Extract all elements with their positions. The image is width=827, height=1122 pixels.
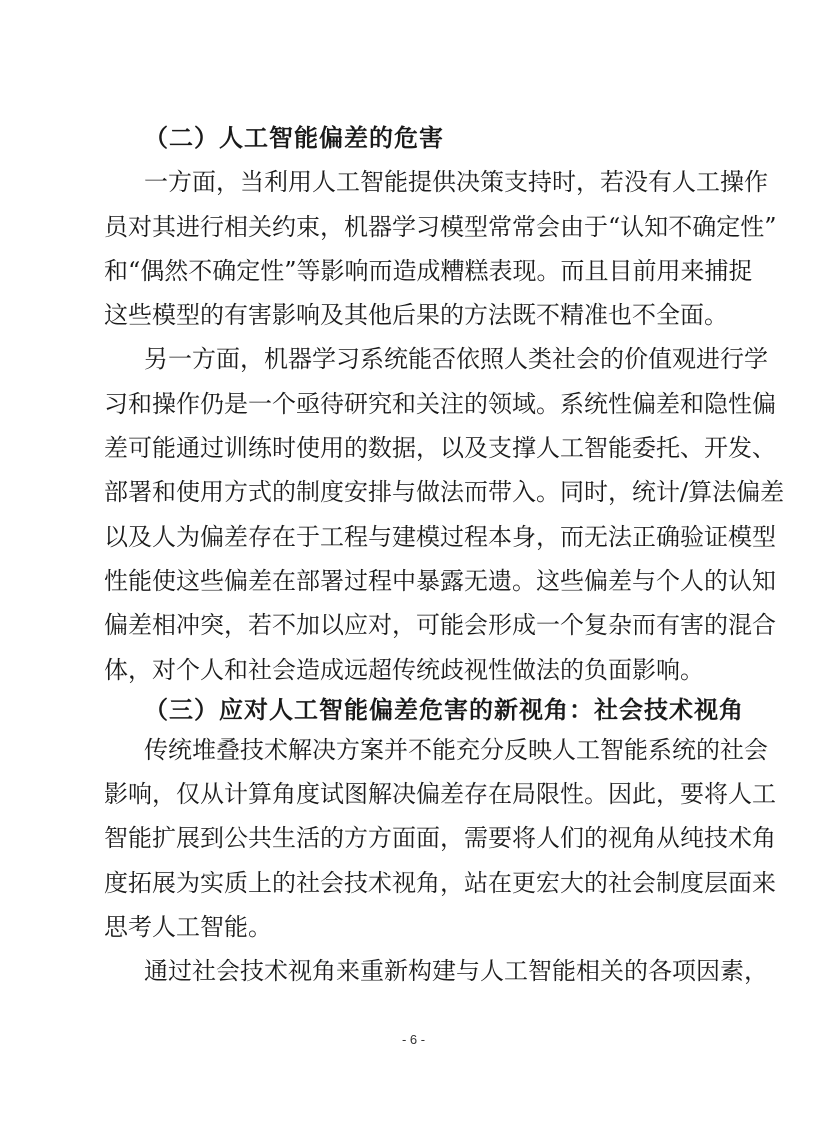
text-line: 差可能通过训练时使用的数据，以及支撑人工智能委托、开发、 <box>104 434 776 463</box>
paragraph-4 <box>104 949 768 993</box>
text-line: 影响，仅从计算角度试图解决偏差存在局限性。因此，要将人工 <box>104 780 776 809</box>
text-line: 另一方面，机器学习系统能否依照人类社会的价值观进行学 <box>144 345 768 374</box>
text-line: 通过社会技术视角来重新构建与人工智能相关的各项因素， <box>144 957 768 986</box>
text-line: 思考人工智能。 <box>104 913 272 942</box>
paragraph-3 <box>104 728 776 949</box>
text-line: 传统堆叠技术解决方案并不能充分反映人工智能系统的社会 <box>144 735 768 764</box>
text-line: 智能扩展到公共生活的方方面面，需要将人们的视角从纯技术角 <box>104 824 776 853</box>
text-line: 体，对个人和社会造成远超传统歧视性做法的负面影响。 <box>104 655 704 684</box>
text-line: 习和操作仍是一个亟待研究和关注的领域。系统性偏差和隐性偏 <box>104 389 776 418</box>
text-line: 偏差相冲突，若不加以应对，可能会形成一个复杂而有害的混合 <box>104 611 776 640</box>
text-line: 和“偶然不确定性”等影响而造成糟糕表现。而且目前用来捕捉 <box>104 256 753 285</box>
text-line: 员对其进行相关约束，机器学习模型常常会由于“认知不确定性” <box>104 212 777 241</box>
paragraph-2 <box>104 337 785 691</box>
text-line: 部署和使用方式的制度安排与做法而带入。同时，统计/算法偏差 <box>104 478 785 507</box>
text-line: 以及人为偏差存在于工程与建模过程本身，而无法正确验证模型 <box>104 522 776 551</box>
section-heading-2: （二）人工智能偏差的危害 <box>144 124 444 152</box>
text-line: 性能使这些偏差在部署过程中暴露无遗。这些偏差与个人的认知 <box>104 566 776 595</box>
text-line: 这些模型的有害影响及其他后果的方法既不精准也不全面。 <box>104 301 728 330</box>
page-number: - 6 - <box>401 1032 426 1047</box>
text-line: 度拓展为实质上的社会技术视角，站在更宏大的社会制度层面来 <box>104 868 776 897</box>
section-heading-3: （三）应对人工智能偏差危害的新视角：社会技术视角 <box>144 695 744 724</box>
text-line: 一方面，当利用人工智能提供决策支持时，若没有人工操作 <box>144 168 768 197</box>
paragraph-1 <box>104 160 777 337</box>
page-content <box>104 116 785 994</box>
